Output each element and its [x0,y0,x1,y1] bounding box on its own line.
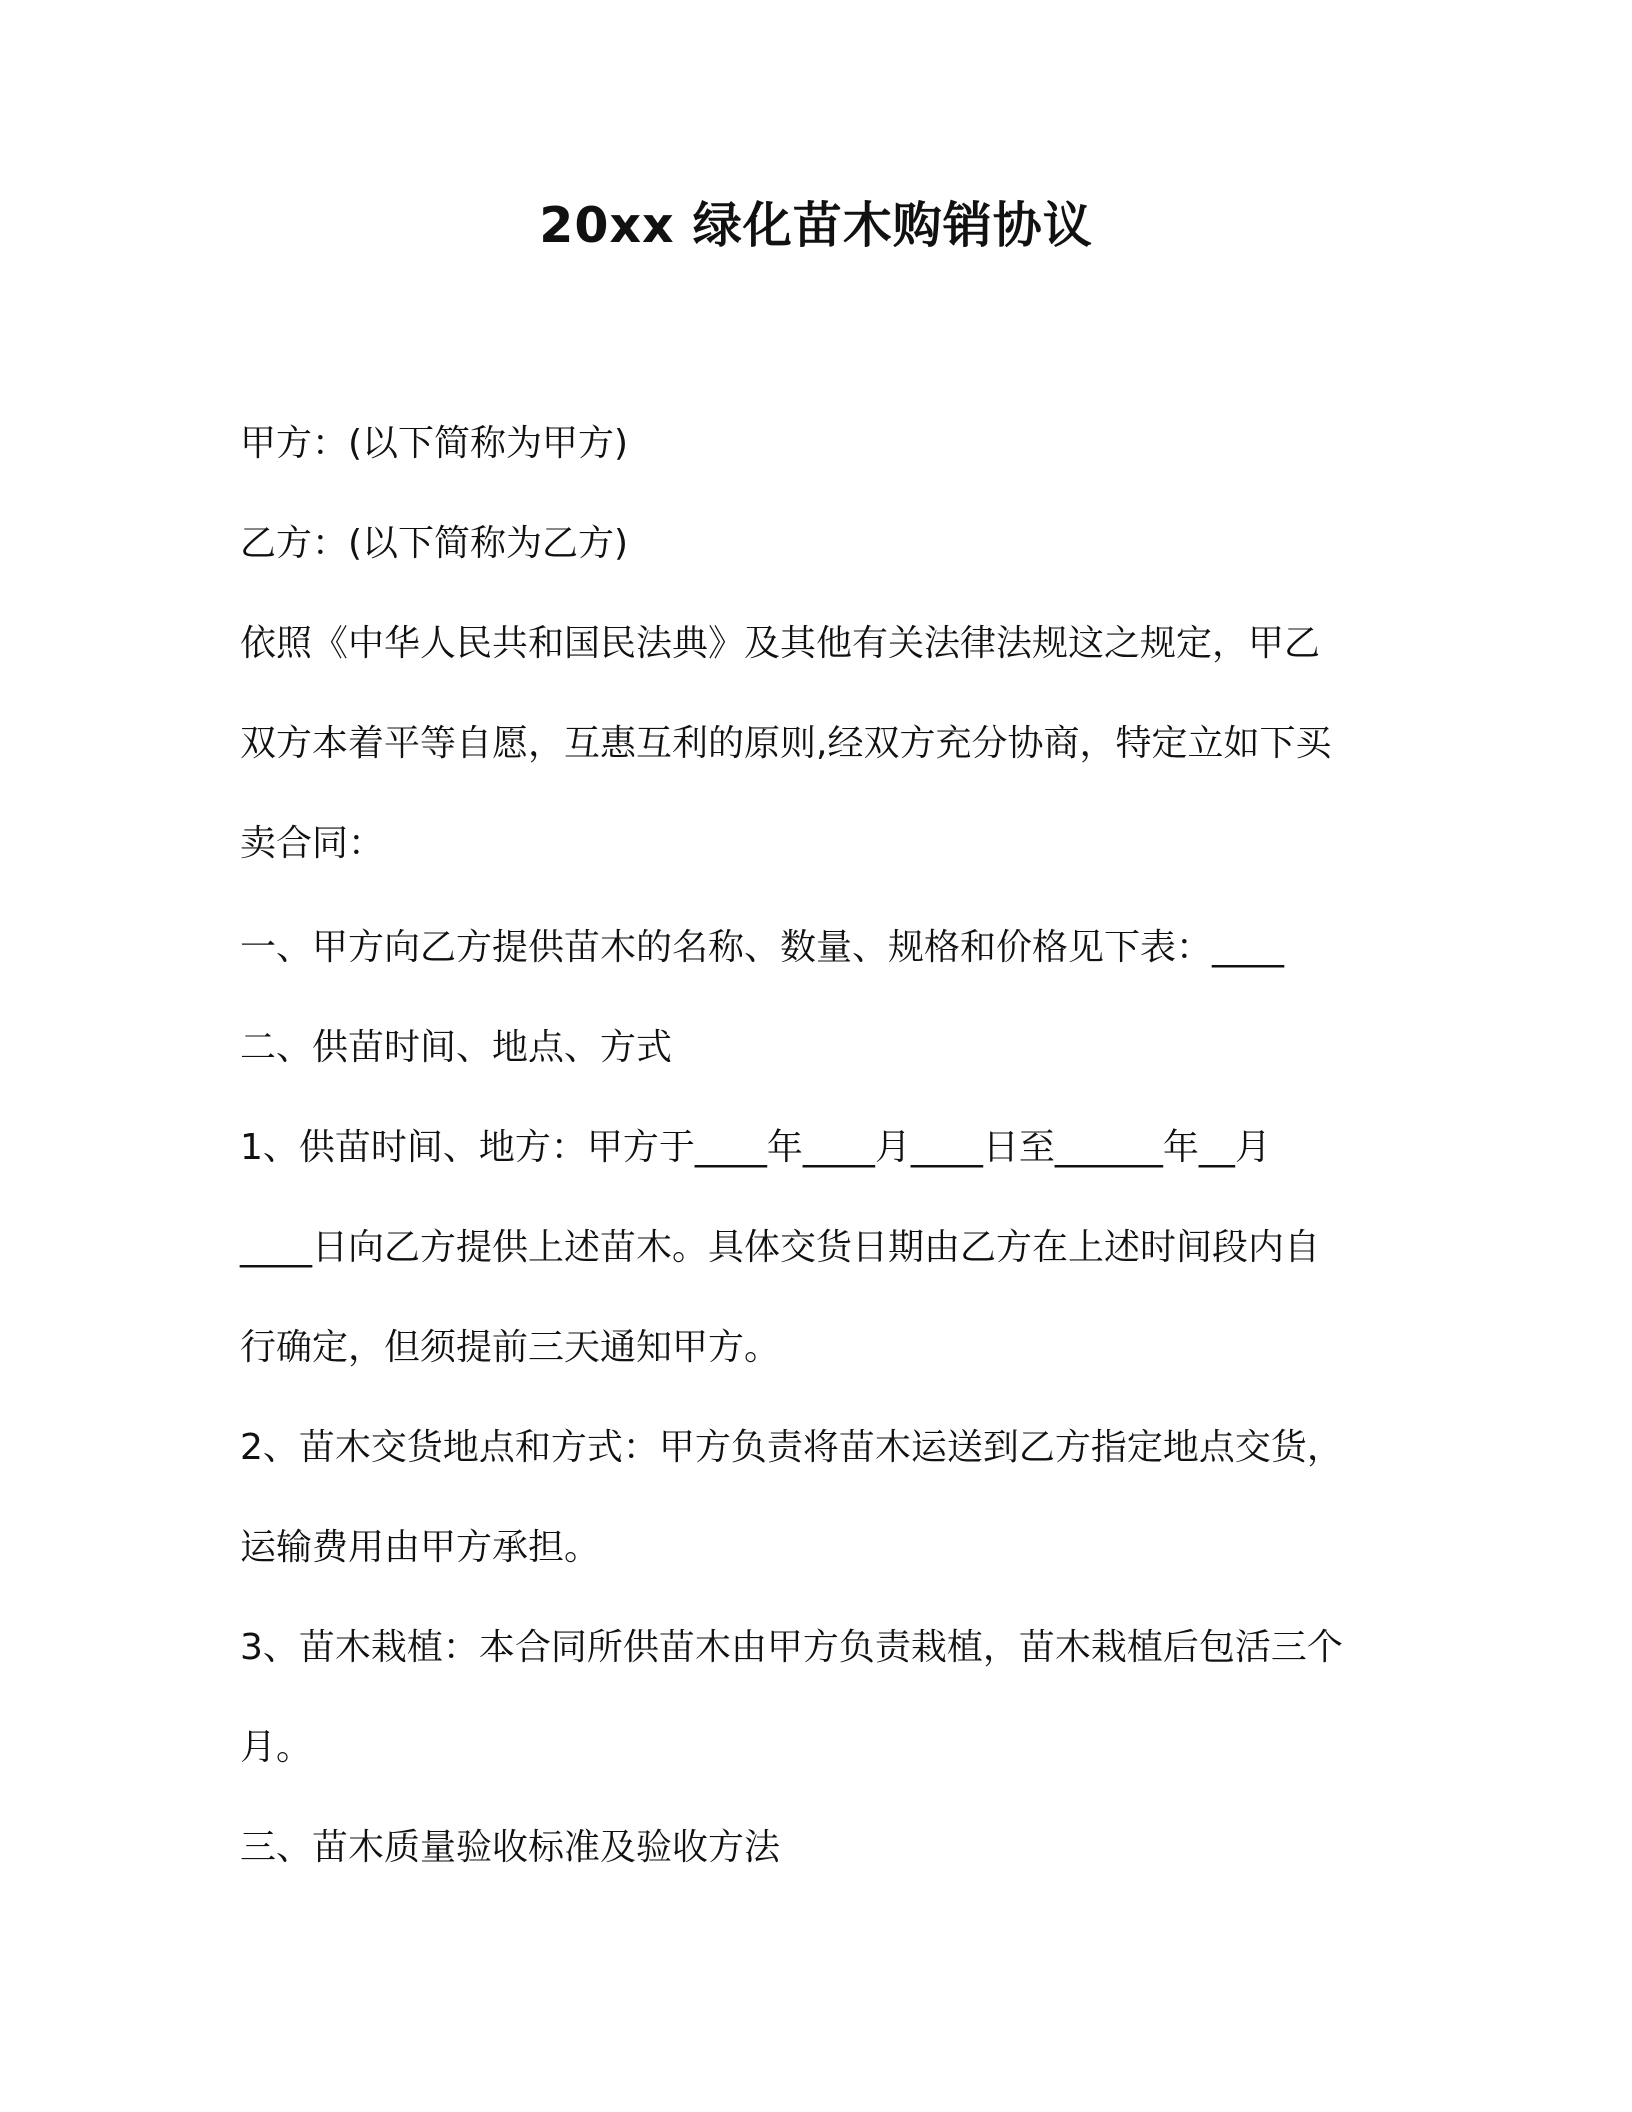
party-a-line: 甲方：(以下简称为甲方) [240,423,629,464]
clause-2-3-line-2: 月。 [240,1727,313,1768]
clause-2-2-line-1: 2、苗木交货地点和方式：甲方负责将苗木运送到乙方指定地点交货， [240,1427,1343,1468]
preamble-line-2: 双方本着平等自愿，互惠互利的原则,经双方充分协商，特定立如下买 [240,723,1332,764]
clause-2-1-line-1: 1、供苗时间、地方：甲方于____年____月____日至______年__月 [240,1127,1271,1168]
clause-2-1-line-3: 行确定，但须提前三天通知甲方。 [240,1327,781,1368]
section-2-heading: 二、供苗时间、地点、方式 [240,1027,673,1068]
clause-2-2-line-2: 运输费用由甲方承担。 [240,1527,601,1568]
clause-2-1-line-2: ____日向乙方提供上述苗木。具体交货日期由乙方在上述时间段内自 [240,1227,1321,1268]
section-3-heading: 三、苗木质量验收标准及验收方法 [240,1827,781,1868]
section-1-heading: 一、甲方向乙方提供苗木的名称、数量、规格和价格见下表：____ [240,927,1285,968]
party-b-line: 乙方：(以下简称为乙方) [240,523,629,564]
preamble-line-3: 卖合同： [240,823,385,864]
document-title: 20xx 绿化苗木购销协议 [539,197,1093,254]
preamble-line-1: 依照《中华人民共和国民法典》及其他有关法律法规这之规定，甲乙 [240,623,1321,664]
clause-2-3-line-1: 3、苗木栽植：本合同所供苗木由甲方负责栽植，苗木栽植后包活三个 [240,1627,1343,1668]
